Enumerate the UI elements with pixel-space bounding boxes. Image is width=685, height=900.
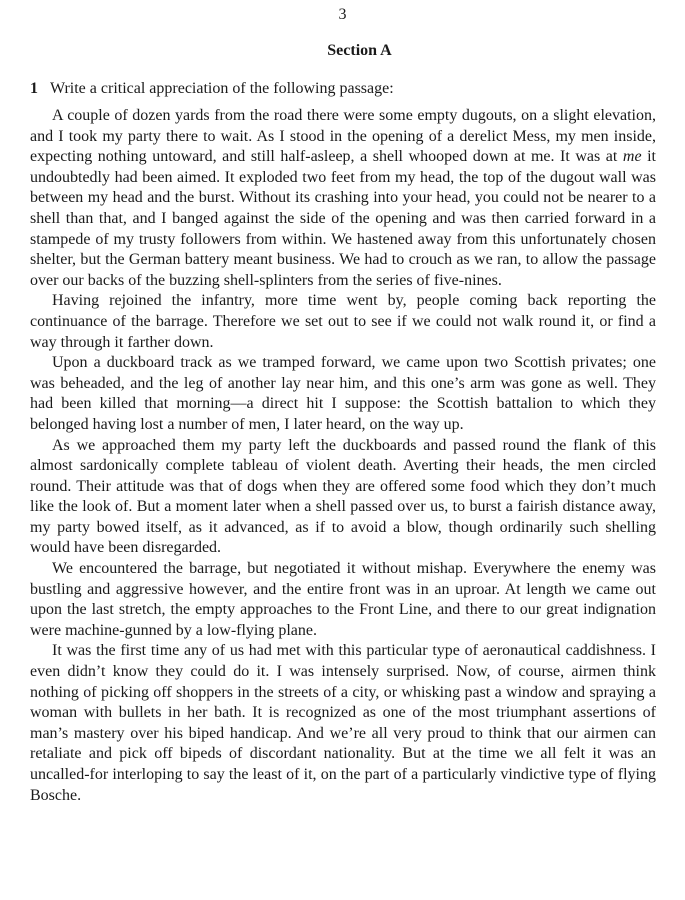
question-prompt bbox=[30, 79, 394, 99]
passage-paragraph: Having rejoined the infantry, more time went by, people coming back reporting the continuance of the barrage. Therefore we set out to see if we could not walk round it, or find a way through it farther down. bbox=[30, 292, 656, 351]
italic-emphasis: me bbox=[622, 148, 642, 166]
question-number: 1 bbox=[30, 80, 38, 97]
paragraph-text: A couple of dozen yards from the road there were some empty dugouts, on a slight elevation, and I took my party there to wait. As I stood in the opening of a derelict Mess, my men inside, expecting nothing untoward, and still half-asleep, a shell whooped down at me. It was at bbox=[30, 107, 656, 166]
passage-paragraph: We encountered the barrage, but negotiated it without mishap. Everywhere the enemy was bustling and aggressive however, and the entire front was in an uproar. At length we came out upon the last stretch, the empty approaches to the Front Line, and there to our great indignation were machine-gunned by a low-flying plane. bbox=[30, 560, 656, 639]
passage-paragraph: It was the first time any of us had met with this particular type of aeronautical caddishness. I even didn’t know they could do it. I was intensely surprised. Now, of course, airmen think nothing of picking off shoppers in the streets of a city, or whisking past a window and spraying a woman with bullets in her bath. It is recognized as one of the most triumphant assertions of man’s mastery over his biped handicap. And we’re all very proud to think that our airmen can retaliate and pick off bipeds of discordant nationality. But at the time we all felt it was an uncalled-for interloping to say the least of it, on the part of a particularly vindictive type of flying Bosche. bbox=[30, 642, 656, 804]
passage bbox=[30, 106, 656, 806]
paragraph-text: it undoubtedly had been aimed. It exploded two feet from my head, the top of the dugout wall was between my head and the burst. Without its crashing into your head, you could not be nearer to a shell than that, and I banged against the side of the opening and was then carried forward in a stampede of my trusty followers from within. We hastened away from this unfortunately chosen shelter, but the German battery meant business. We had to crouch as we ran, to allow the passage over our backs of the buzzing shell-splinters from the series of five-nines. bbox=[30, 148, 657, 289]
question-text: Write a critical appreciation of the following passage: bbox=[50, 80, 394, 97]
passage-paragraph: Upon a duckboard track as we tramped forward, we came upon two Scottish privates; one was beheaded, and the leg of another lay near him, and this one’s arm was gone as well. They had been killed that morning—a direct hit I suppose: the Scottish battalion to which they belonged having lost a number of men, I later heard, on the way up. bbox=[30, 354, 656, 433]
section-title: Section A bbox=[327, 42, 392, 59]
passage-paragraph bbox=[30, 106, 656, 291]
passage-paragraph: As we approached them my party left the duckboards and passed round the flank of this almost sardonically complete tableau of violent death. Averting their heads, the men circled round. Their attitude was that of dogs when they are offered some food which they don’t much like the look of. But a moment later when a shell passed over us, to burst a fairish distance away, my party bowed itself, as it advanced, as if to avoid a blow, though ordinarily such shelling would have been disregarded. bbox=[30, 436, 656, 557]
page-number: 3 bbox=[338, 6, 347, 23]
